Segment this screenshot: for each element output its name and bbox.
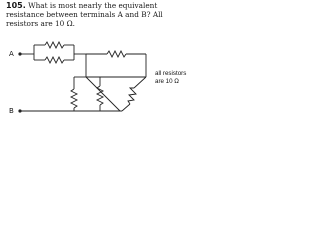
resistor-bridge — [97, 86, 103, 105]
question-number: 105. — [6, 1, 26, 10]
terminal-a-label: A — [9, 50, 14, 58]
resistor-top-series — [107, 51, 126, 57]
terminal-a-dot — [18, 52, 21, 55]
resistor-network-diagram — [0, 0, 200, 123]
resistor-top-lower — [45, 57, 64, 63]
resistor-top-upper — [45, 42, 64, 48]
resistor-left-vertical — [71, 89, 77, 108]
terminal-b-dot — [18, 109, 21, 112]
resistor-diagonal-right — [134, 77, 146, 88]
note-line-1: all resistors — [155, 70, 187, 77]
diagonal-wire — [86, 77, 120, 111]
terminal-b-label: B — [9, 107, 14, 115]
note-line-2: are 10 Ω — [155, 78, 179, 85]
question-body: What is most nearly the equivalent resistance between terminals A and B? All resistors are 10 Ω. — [6, 1, 163, 28]
